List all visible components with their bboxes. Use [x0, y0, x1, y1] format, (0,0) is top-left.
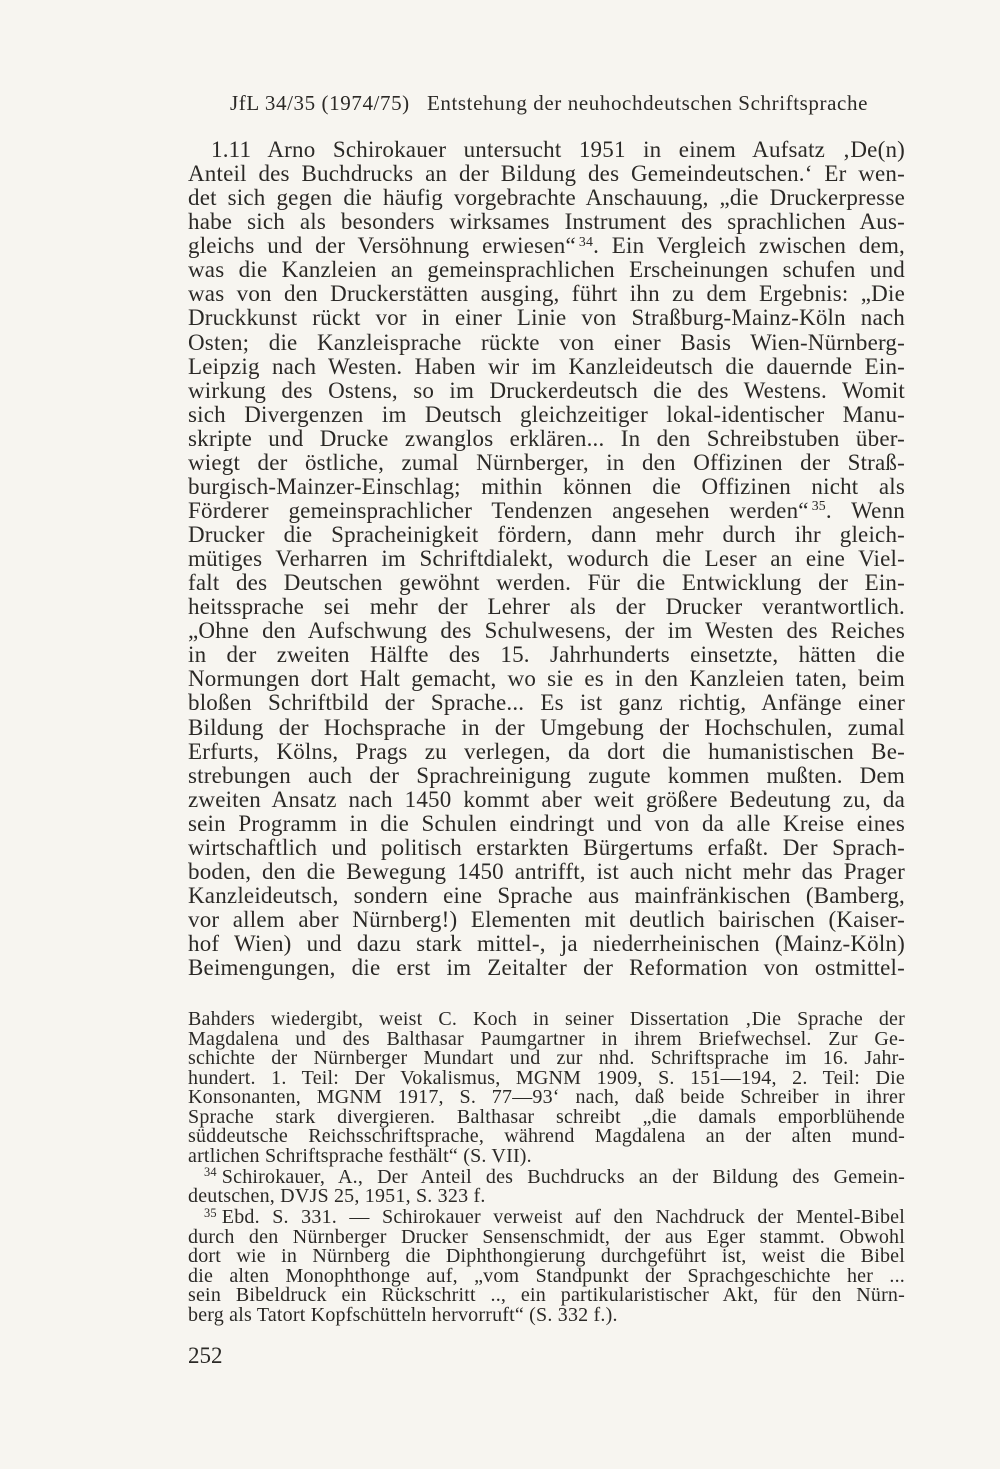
body-line: strebungen auch der Sprachreinigung zugute kommen mußten. Dem	[188, 762, 905, 788]
footnote-line: die alten Monophthonge auf, „vom Standpunkt der Sprachgeschichte her ...	[188, 1264, 905, 1287]
footnote-ref-35: 35	[811, 498, 826, 514]
body-line: mütiges Verharren im Schriftdialekt, wodurch die Leser an eine Viel-	[188, 546, 905, 572]
body-line: Bildung der Hochsprache in der Umgebung der Hochschulen, zumal	[188, 714, 905, 740]
body-line: Druckkunst rückt vor in einer Linie von Straßburg-Mainz-Köln nach	[188, 305, 905, 331]
body-line: Normungen dort Halt gemacht, wo sie es in den Kanzleien taten, beim	[188, 666, 905, 692]
running-head	[230, 91, 868, 115]
body-line-text: . Ein Vergleich zwischen dem,	[593, 233, 905, 259]
body-line	[188, 234, 905, 258]
body-line: Erfurts, Kölns, Prags zu verlegen, da dort die humanistischen Be-	[188, 738, 905, 764]
body-line: hof Wien) und dazu stark mittel-, ja niederrheinischen (Mainz-Köln)	[188, 931, 905, 957]
footnote-marker: 35	[204, 1205, 217, 1220]
body-line: in der zweiten Hälfte des 15. Jahrhunderts einsetzte, hätten die	[188, 642, 905, 668]
page-number: 252	[188, 1343, 223, 1368]
body-line	[188, 499, 905, 523]
running-title: Entstehung der neuhochdeutschen Schriftsprache	[426, 91, 868, 115]
footnote-line: durch den Nürnberger Drucker Sensenschmidt, der aus Eger stammt. Obwohl	[188, 1225, 905, 1248]
body-line: heitssprache sei mehr der Lehrer als der Drucker verantwortlich.	[188, 594, 905, 620]
footnote-line: sein Bibeldruck ein Rückschritt .., ein partikularistischer Akt, für den Nürn-	[188, 1284, 905, 1306]
body-line: Osten; die Kanzleisprache rückte von einer Basis Wien-Nürnberg-	[188, 329, 905, 355]
body-line: Kanzleideutsch, sondern eine Sprache aus mainfränkischen (Bamberg,	[188, 882, 905, 908]
body-line: sein Programm in die Schulen eindringt und von da alle Kreise eines	[188, 810, 905, 836]
body-line: wirkung des Ostens, so im Druckerdeutsch die des Westens. Womit	[188, 377, 905, 403]
body-line: wirtschaftlich und politisch erstarkten Bürgertums erfaßt. Der Sprach-	[188, 834, 905, 860]
footnote-line: süddeutsche Reichsschriftsprache, während Magdalena an der alten mund-	[188, 1125, 905, 1147]
footnote-line: berg als Tatort Kopfschütteln hervorruft“ (S. 332 f.).	[188, 1303, 618, 1326]
footnote-line: dort wie in Nürnberg die Diphthongierung durchgeführt ist, weist die Bibel	[188, 1245, 905, 1267]
body-line-text: . Wenn	[825, 497, 905, 523]
footnote-line	[204, 1205, 905, 1228]
footnote-line: hundert. 1. Teil: Der Vokalismus, MGNM 1909, S. 151—194, 2. Teil: Die	[188, 1066, 905, 1089]
footnote-line: deutschen, DVJS 25, 1951, S. 323 f.	[188, 1185, 486, 1207]
body-line: was von den Druckerstätten ausging, führt ihn zu dem Ergebnis: „Die	[188, 281, 905, 307]
body-line: was die Kanzleien an gemeinsprachlichen Erscheinungen schufen und	[188, 257, 905, 283]
footnote-line: Sprache stark divergieren. Balthasar schreibt „die damals emporblühende	[188, 1105, 905, 1128]
footnote-ref-34: 34	[578, 233, 594, 249]
footnote-line: Magdalena und des Balthasar Paumgartner in ihrem Briefwechsel. Zur Ge-	[188, 1027, 905, 1050]
footnote-34	[188, 1165, 905, 1207]
body-line: det sich gegen die häufig vorgebrachte Anschauung, „die Druckerpresse	[188, 185, 905, 211]
body-text	[188, 138, 905, 980]
journal-citation: JfL 34/35 (1974/75)	[230, 91, 410, 115]
footnote-continuation	[188, 1010, 905, 1166]
body-line: Leipzig nach Westen. Haben wir im Kanzleideutsch die dauernde Ein-	[188, 353, 905, 379]
body-line-text: Förderer gemeinsprachlicher Tendenzen angesehen werden“	[188, 497, 809, 523]
body-line: bloßen Schriftbild der Sprache... Es ist ganz richtig, Anfänge einer	[188, 690, 905, 716]
body-line: 1.11 Arno Schirokauer untersucht 1951 in einem Aufsatz ‚De(n)	[211, 137, 905, 162]
footnote-line: artlichen Schriftsprache festhält“ (S. VII).	[188, 1144, 532, 1167]
body-line-text: gleichs und der Versöhnung erwiesen“	[188, 233, 576, 259]
footnote-line: Bahders wiedergibt, weist C. Koch in seiner Dissertation ‚Die Sprache der	[188, 1008, 905, 1030]
body-line: sich Divergenzen im Deutsch gleichzeitiger lokal-identischer Manu-	[188, 401, 905, 427]
body-line: falt des Deutschen gewöhnt werden. Für die Entwicklung der Ein-	[188, 570, 905, 596]
footnote-line: Konsonanten, MGNM 1917, S. 77—93‘ nach, daß beide Schreiber in ihrer	[188, 1086, 905, 1108]
body-line: burgisch-Mainzer-Einschlag; mithin können die Offizinen nicht als	[188, 473, 905, 499]
footnotes	[188, 1010, 905, 1325]
body-line: wiegt der östliche, zumal Nürnberger, in den Offizinen der Straß-	[188, 449, 905, 475]
footnote-line-text: Ebd. S. 331. — Schirokauer verweist auf den Nachdruck der Mentel-Bibel	[221, 1206, 905, 1228]
footnote-marker: 34	[204, 1165, 217, 1180]
footnote-35	[188, 1205, 905, 1326]
footnote-line-text: Schirokauer, A., Der Anteil des Buchdrucks an der Bildung des Gemein-	[221, 1165, 905, 1188]
body-line: zweiten Ansatz nach 1450 kommt aber weit größere Bedeutung zu, da	[188, 786, 905, 812]
body-line: „Ohne den Aufschwung des Schulwesens, der im Westen des Reiches	[188, 618, 905, 644]
body-line: Anteil des Buchdrucks an der Bildung des Gemeindeutschen.‘ Er wen-	[188, 161, 905, 187]
footnote-line: schichte der Nürnberger Mundart und zur nhd. Schriftsprache im 16. Jahr-	[188, 1047, 905, 1069]
body-line: vor allem aber Nürnberg!) Elementen mit deutlich bairischen (Kaiser-	[188, 907, 905, 932]
body-line: habe sich als besonders wirksames Instrument des sprachlichen Aus-	[188, 209, 905, 235]
body-line: Beimengungen, die erst im Zeitalter der Reformation von ostmittel-	[188, 955, 905, 981]
body-line: Drucker die Spracheinigkeit fördern, dann mehr durch ihr gleich-	[188, 522, 905, 547]
body-line: boden, den die Bewegung 1450 antrifft, ist auch nicht mehr das Prager	[188, 858, 905, 884]
body-line: skripte und Drucke zwanglos erklären... In den Schreibstuben über-	[188, 425, 905, 451]
